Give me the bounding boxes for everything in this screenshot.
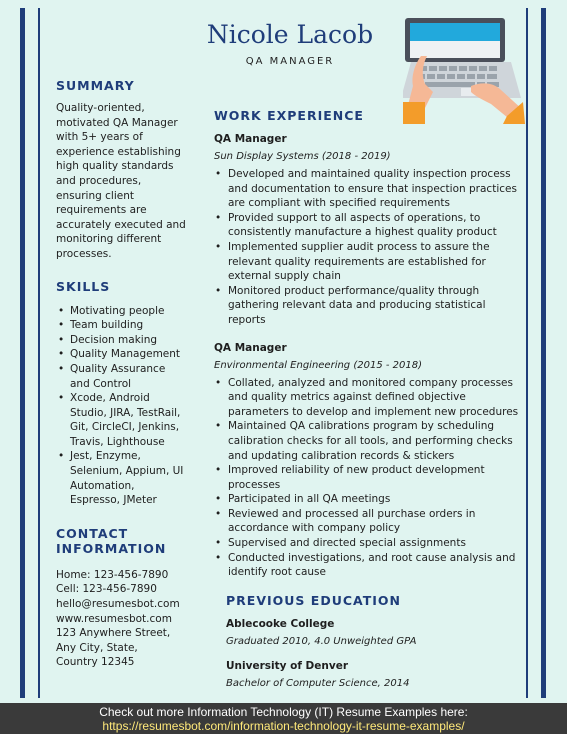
skill-item: • Motivating people [56,304,186,319]
job-bullet: • Implemented supplier audit process to assure the relevant quality requirements are established for external supply chain [214,240,524,284]
right-border-bar-thin [526,8,528,698]
job-bullet: • Participated in all QA meetings [214,492,524,507]
job-entry [214,341,524,580]
contact-email[interactable]: hello@resumesbot.com [56,598,180,611]
contact-address-line3: Country 12345 [56,656,135,669]
candidate-title: QA MANAGER [245,56,335,67]
job-company: Environmental Engineering (2015 - 2018) [214,359,423,371]
candidate-name: Nicole Lacob [206,20,374,49]
experience-heading: WORK EXPERIENCE [214,108,364,123]
job-bullet: • Provided support to all aspects of operations, to consistently manufacture a highest quality product [214,211,524,240]
job-title: QA Manager [214,133,287,145]
education-detail: Graduated 2010, 4.0 Unweighted GPA [226,635,417,647]
skill-item: • Decision making [56,333,186,348]
contact-heading-line2: INFORMATION [56,540,167,556]
footer-text: Check out more Information Technology (IT) Resume Examples here: [99,705,468,719]
job-bullet: • Improved reliability of new product development processes [214,463,524,492]
job-company: Sun Display Systems (2018 - 2019) [214,151,391,162]
skill-item: • Jest, Enzyme, Selenium, Appium, UI Automation, Espresso, JMeter [56,449,186,507]
job-bullets [214,167,524,328]
contact-cell-phone: Cell: 123-456-7890 [56,583,157,596]
job-bullet: • Conducted investigations, and root cause analysis and identify root cause [214,551,524,580]
job-bullet: • Supervised and directed special assignments [214,536,524,551]
skill-item: • Quality Management [56,347,186,362]
summary-heading: SUMMARY [56,78,135,93]
contact-details [56,568,186,670]
job-bullets [214,376,524,580]
footer-banner [0,703,567,734]
job-bullet: • Reviewed and processed all purchase orders in accordance with company policy [214,507,524,536]
job-bullet: • Monitored product performance/quality through gathering relevant data and producing statistical reports [214,284,524,328]
education-detail: Bachelor of Computer Science, 2014 [226,677,410,689]
education-entry [214,617,524,649]
job-title: QA Manager [214,341,287,354]
skills-heading: SKILLS [56,278,111,294]
right-border-bar-thick [541,8,546,698]
contact-address-line2: Any City, State, [56,641,138,654]
left-border-bar-thin [38,8,40,698]
job-bullet: • Collated, analyzed and monitored company processes and quality metrics against defined objective parameters to develop and implement new procedures [214,376,524,420]
footer-link[interactable]: https://resumesbot.com/information-technology-it-resume-examples/ [102,719,465,733]
skills-list [56,304,186,508]
education-school: Ablecooke College [226,617,335,630]
contact-heading [56,526,186,556]
skill-item: • Xcode, Android Studio, JIRA, TestRail, Git, CircleCI, Jenkins, Travis, Lighthouse [56,391,186,449]
contact-address-line1: 123 Anywhere Street, [56,627,171,640]
contact-heading-line1: CONTACT [56,525,129,541]
job-entry [214,132,524,328]
skill-item: • Team building [56,318,186,333]
left-border-bar-thick [20,8,25,698]
education-school: University of Denver [226,659,349,672]
education-heading: PREVIOUS EDUCATION [226,592,401,608]
contact-website[interactable]: www.resumesbot.com [56,612,172,625]
education-entry [214,659,524,691]
job-bullet: • Maintained QA calibrations program by scheduling calibration checks for all tools, and performing checks and updating calibration records & stickers [214,419,524,463]
summary-text: Quality-oriented, motivated QA Manager with 5+ years of experience establishing high quality standards and procedures, ensuring client requirements are accurately executed and monitoring different processes. [56,102,186,260]
left-column [56,78,186,670]
right-column [214,108,524,691]
contact-home-phone: Home: 123-456-7890 [56,568,169,581]
skill-item: • Quality Assurance and Control [56,362,186,391]
job-bullet: • Developed and maintained quality inspection process and documentation to ensure that inspection practices are compliant with specified requirements [214,167,524,211]
